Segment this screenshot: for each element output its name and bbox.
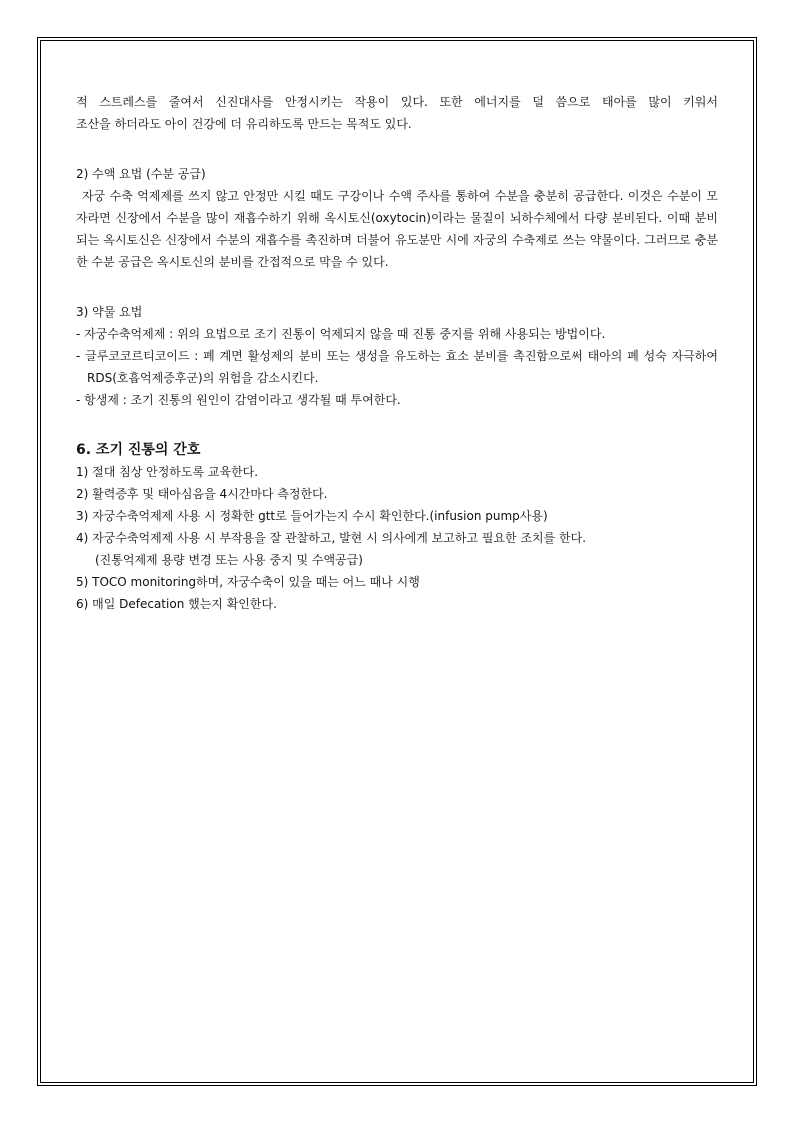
intro-line-2: 조산을 하더라도 아이 건강에 더 유리하도록 만드는 목적도 있다.: [76, 117, 412, 131]
drug-item-tocolytic: - 자궁수축억제제 : 위의 요법으로 조기 진통이 억제되지 않을 때 진통 중지를 위해 사용되는 방법이다.: [76, 327, 606, 341]
nursing-item-4-note: (진통억제제 용량 변경 또는 사용 중지 및 수액공급): [95, 553, 363, 567]
drug-item-glucocorticoid: - 글루코코르티코이드 : 폐 계면 활성제의 분비 또는 생성을 유도하는 효소 분비를 촉진함으로써 태아의 폐 성숙 자극하여 RDS(호흡억제증후군)의 위험을 감소시킨다.: [76, 349, 718, 385]
document-body: [76, 91, 718, 615]
nursing-item-3: 3) 자궁수축억제제 사용 시 정확한 gtt로 들어가는지 수시 확인한다.(infusion pump사용): [76, 509, 548, 523]
drug-item-antibiotic: - 항생제 : 조기 진통의 원인이 감염이라고 생각될 때 투여한다.: [76, 393, 401, 407]
spacer: [76, 273, 718, 301]
drug-therapy-heading: 3) 약물 요법: [76, 305, 143, 319]
spacer: [76, 411, 718, 439]
nursing-item-5: 5) TOCO monitoring하며, 자궁수축이 있을 때는 어느 때나 시행: [76, 575, 420, 589]
fluid-therapy-heading: 2) 수액 요법 (수분 공급): [76, 167, 206, 181]
fluid-therapy-body: 자궁 수축 억제제를 쓰지 않고 안정만 시킬 때도 구강이나 수액 주사를 통하여 수분을 충분히 공급한다. 이것은 수분이 모자라면 신장에서 수분을 많이 재흡수하기 위해 옥시토신(oxytocin)이라는 물질이 뇌하수체에서 다량 분비된다. 이때 분비되는 옥시토신은 신장에서 수분의 재흡수를 촉진하며 더불어 유도분만 시에 자궁의 수축제로 쓰는 약물이다. 그러므로 충분한 수분 공급은 옥시토신의 분비를 간접적으로 막을 수 있다.: [76, 189, 718, 269]
spacer: [76, 135, 718, 163]
nursing-item-4: 4) 자궁수축억제제 사용 시 부작용을 잘 관찰하고, 발현 시 의사에게 보고하고 필요한 조치를 한다.: [76, 531, 587, 545]
intro-line-1: 적 스트레스를 줄여서 신진대사를 안정시키는 작용이 있다. 또한 에너지를 덜 씀으로 태아를 많이 키워서: [76, 95, 718, 109]
section-title-nursing: 6. 조기 진통의 간호: [76, 442, 201, 458]
nursing-item-1: 1) 절대 침상 안정하도록 교육한다.: [76, 465, 259, 479]
nursing-item-6: 6) 매일 Defecation 했는지 확인한다.: [76, 597, 277, 611]
nursing-item-2: 2) 활력증후 및 태아심음을 4시간마다 측정한다.: [76, 487, 328, 501]
